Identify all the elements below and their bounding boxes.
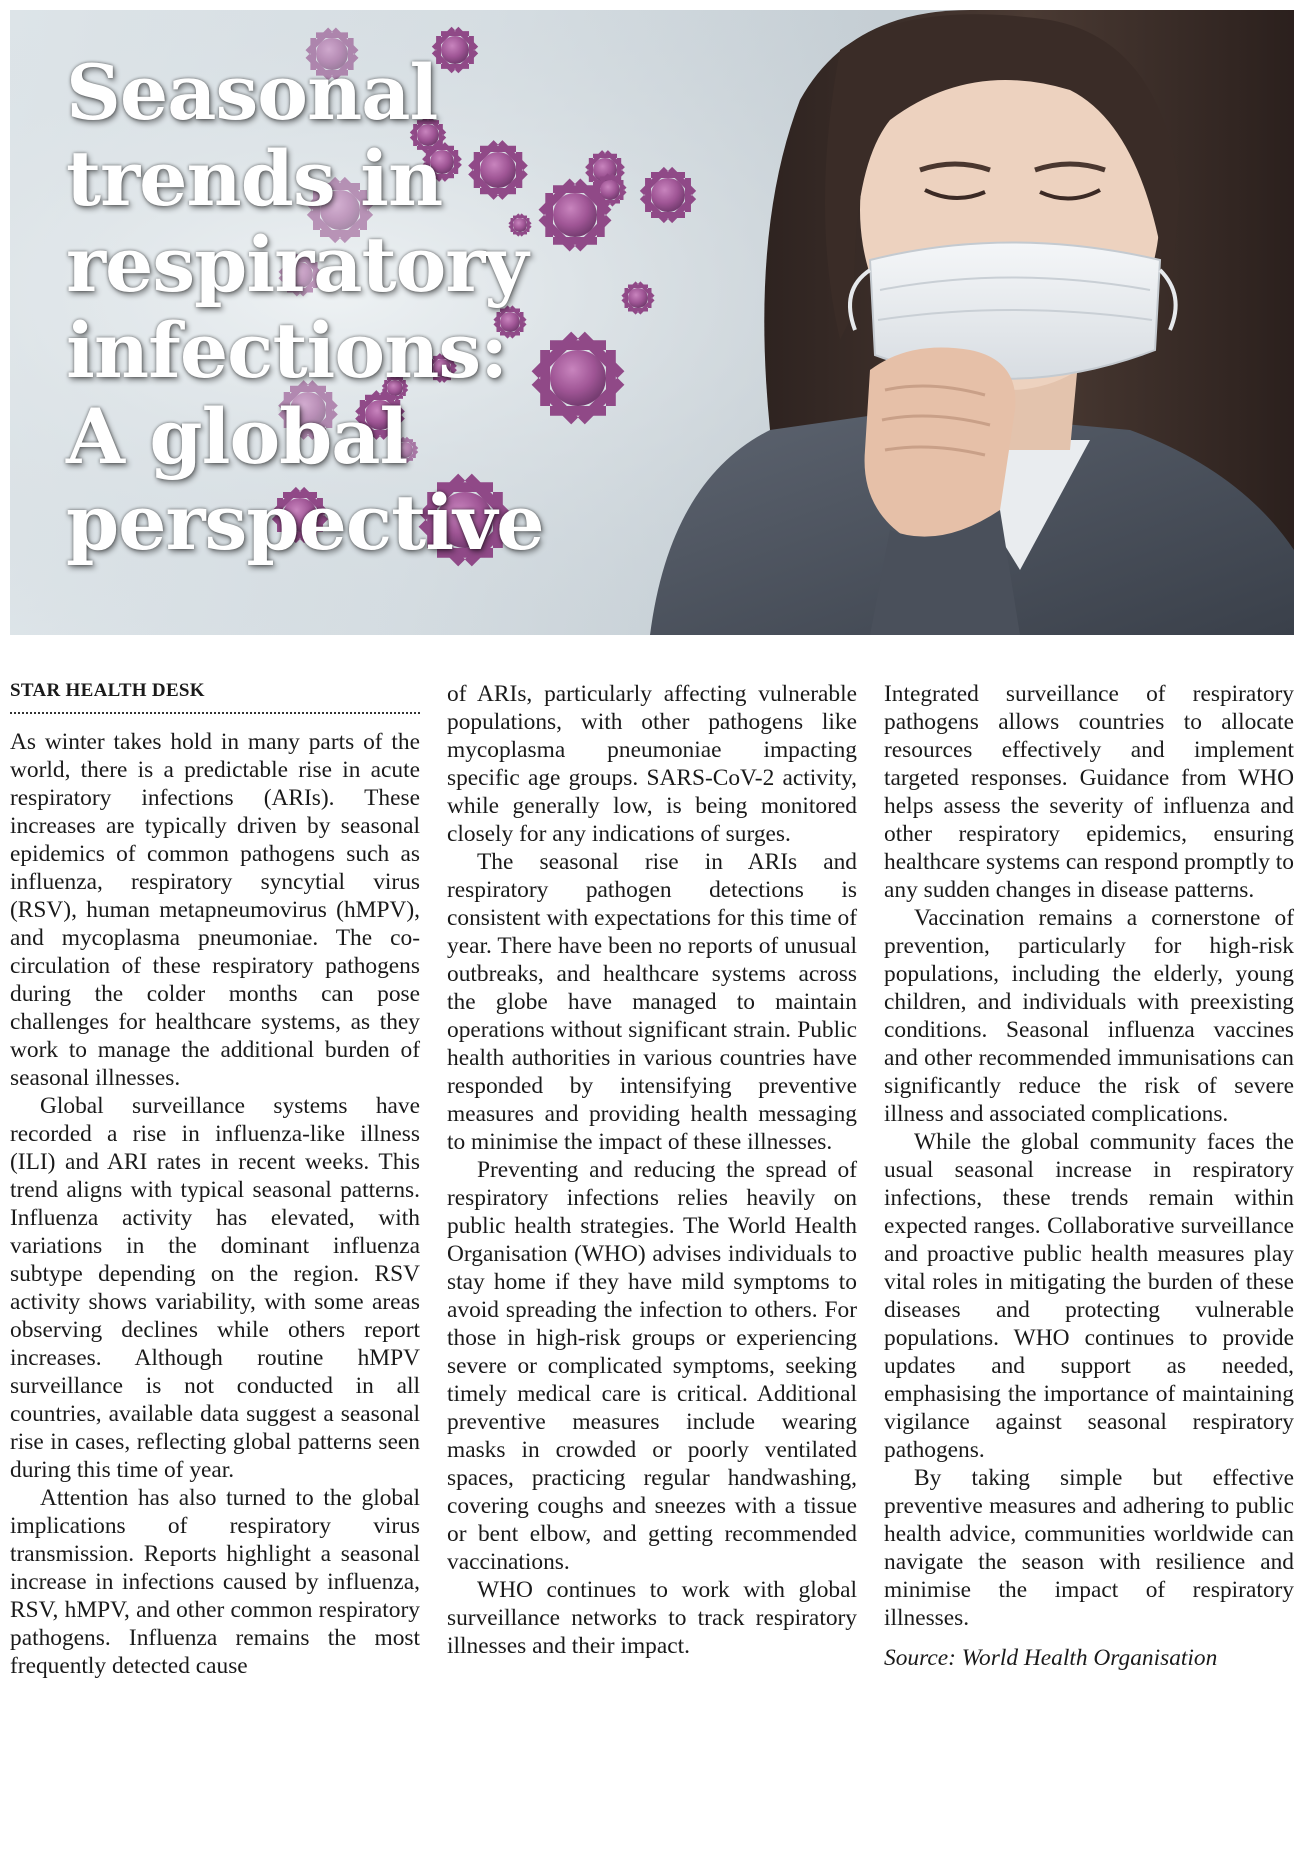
paragraph: As winter takes hold in many parts of the world, there is a predictable rise in acute respiratory infections (ARIs). These increases are typically driven by seasonal epidemics of common pathogens such as influenza, respiratory syncytial virus (RSV), human metapneumovirus (hMPV), and mycoplasma pneumoniae. The co-circulation of these respiratory pathogens during the colder months can pose challenges for healthcare systems, as they work to manage the additional burden of seasonal illnesses.	[10, 729, 420, 1091]
paragraph: Preventing and reducing the spread of respiratory infections relies heavily on public health strategies. The World Health Organisation (WHO) advises individuals to stay home if they have mild symptoms to avoid spreading the infection to others. For those in high-risk groups or experiencing severe or complicated symptoms, seeking timely medical care is critical. Additional preventive measures include wearing masks in crowded or poorly ventilated spaces, practicing regular handwashing, covering coughs and sneezes with a tissue or bent elbow, and getting recommended vaccinations.	[447, 1157, 857, 1575]
headline: Seasonal trends in respiratory infections: A global perspective	[66, 48, 544, 567]
hand	[865, 348, 1020, 636]
source-credit: Source: World Health Organisation	[884, 1645, 1218, 1671]
paragraph: WHO continues to work with global surveillance networks to track respiratory illnesses and their impact.	[447, 1577, 857, 1659]
paragraph: Integrated surveillance of respiratory pathogens allows countries to allocate resources effectively and implement targeted responses. Guidance from WHO helps assess the severity of influenza and other respiratory epidemics, ensuring healthcare systems can respond promptly to any sudden changes in disease patterns.	[884, 681, 1294, 903]
paragraph: of ARIs, particularly affecting vulnerable populations, with other pathogens like mycoplasma pneumoniae impacting specific age groups. SARS-CoV-2 activity, while generally low, is being monitored closely for any indications of surges.	[447, 681, 857, 847]
column-3	[884, 680, 1294, 1672]
paragraph: By taking simple but effective preventive measures and adhering to public health advice, communities worldwide can navigate the season with resilience and minimise the impact of respiratory illnesses.	[884, 1465, 1294, 1631]
hero-banner	[10, 10, 1294, 635]
article-body	[10, 680, 1294, 1848]
paragraph: While the global community faces the usual seasonal increase in respiratory infections, these trends remain within expected ranges. Collaborative surveillance and proactive public health measures play vital roles in mitigating the burden of these diseases and protecting vulnerable populations. WHO continues to provide updates and support as needed, emphasising the importance of maintaining vigilance against seasonal respiratory pathogens.	[884, 1129, 1294, 1463]
column-1	[10, 680, 420, 1680]
byline: STAR HEALTH DESK	[10, 680, 420, 714]
column-2	[447, 680, 857, 1660]
paragraph: The seasonal rise in ARIs and respiratory pathogen detections is consistent with expectations for this time of year. There have been no reports of unusual outbreaks, and healthcare systems across the globe have managed to maintain operations without significant strain. Public health authorities in various countries have responded by intensifying preventive measures and providing health messaging to minimise the impact of these illnesses.	[447, 849, 857, 1155]
paragraph: Global surveillance systems have recorded a rise in influenza-like illness (ILI) and ARI rates in recent weeks. This trend aligns with typical seasonal patterns. Influenza activity has elevated, with variations in the dominant influenza subtype depending on the region. RSV activity shows variability, with some areas observing declines while others report increases. Although routine hMPV surveillance is not conducted in all countries, available data suggest a seasonal rise in cases, reflecting global patterns seen during this time of year.	[10, 1093, 420, 1483]
paragraph: Vaccination remains a cornerstone of prevention, particularly for high-risk populations, including the elderly, young children, and individuals with preexisting conditions. Seasonal influenza vaccines and other recommended immunisations can significantly reduce the risk of severe illness and associated complications.	[884, 905, 1294, 1127]
paragraph: Attention has also turned to the global implications of respiratory virus transmission. Reports highlight a seasonal increase in infections caused by influenza, RSV, hMPV, and other common respiratory pathogens. Influenza remains the most frequently detected cause	[10, 1485, 420, 1679]
